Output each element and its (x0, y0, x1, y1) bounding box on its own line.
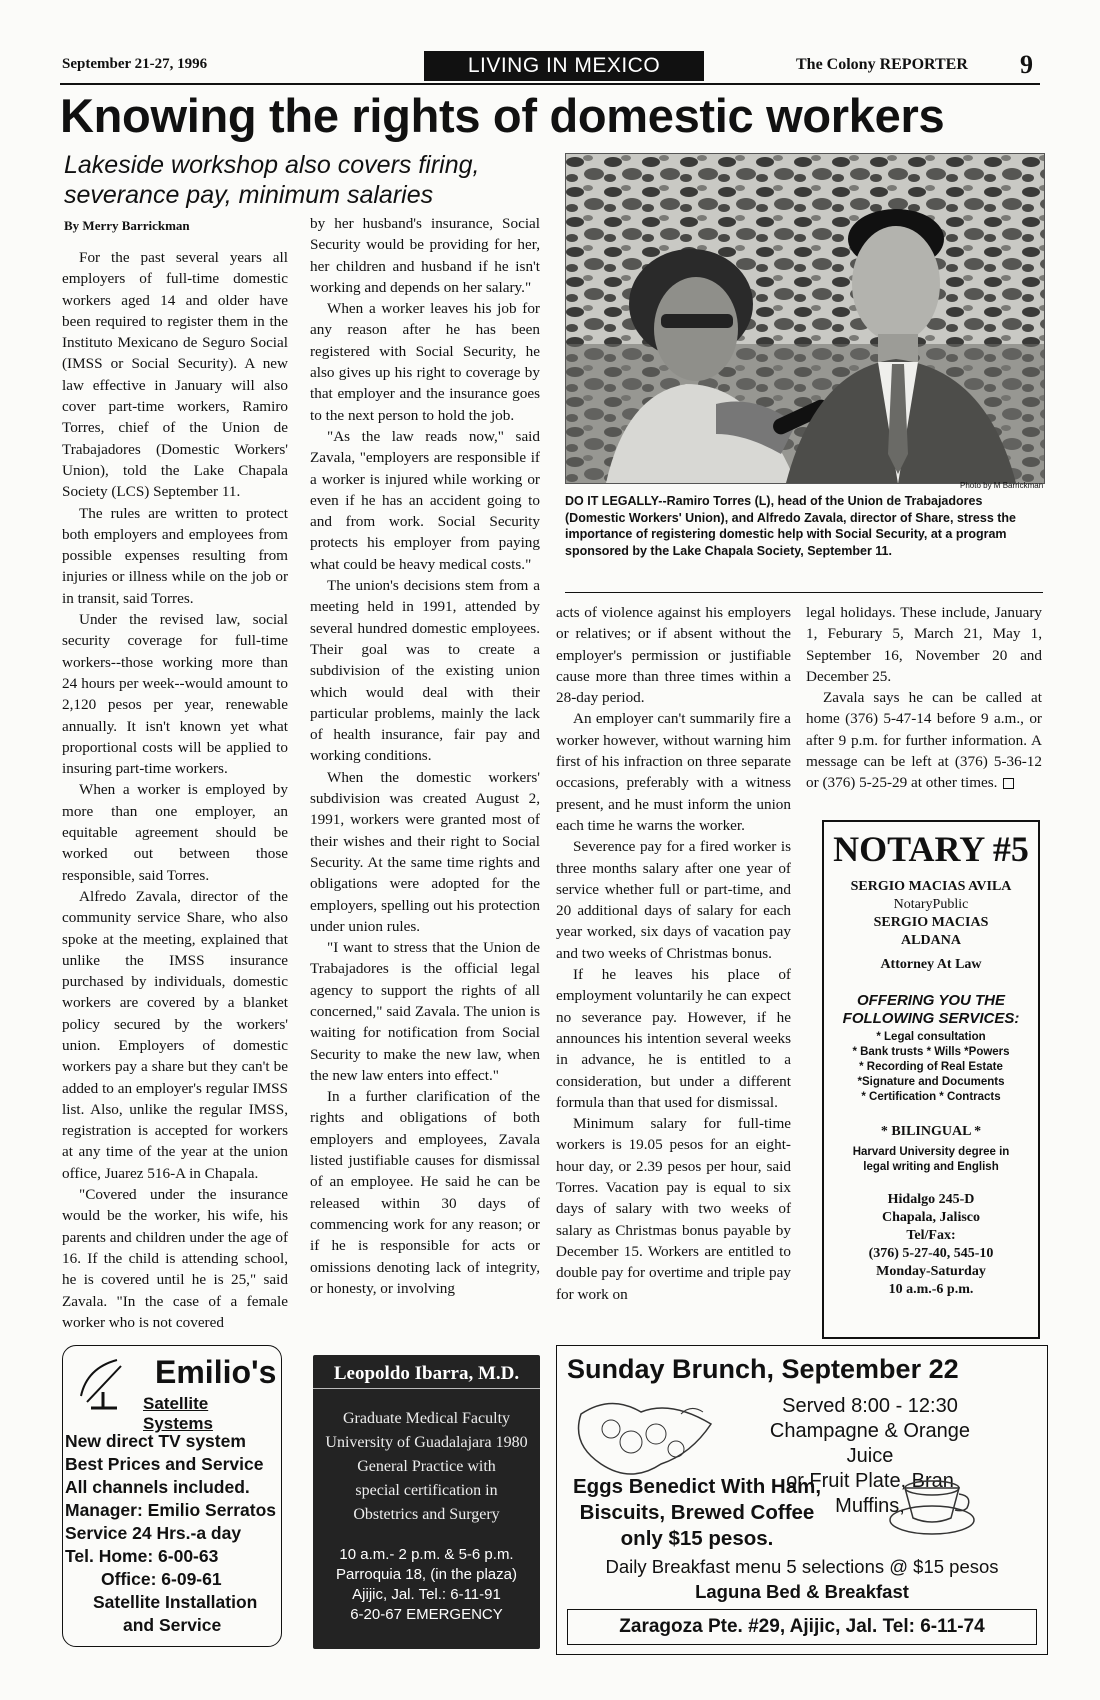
brunch-item: Eggs Benedict With Ham, (572, 1475, 822, 1498)
paragraph (806, 687, 1042, 793)
issue-date: September 21-27, 1996 (62, 56, 208, 72)
emilio-line: Satellite Installation (93, 1592, 258, 1612)
photo-two-men-icon (566, 154, 1044, 483)
brunch-ad (556, 1345, 1048, 1655)
paragraph: The rules are written to protect both employers and employees from possible expenses resulting from injuries or illness while on the job or in transit, said Torres. (62, 504, 288, 607)
masthead-rule (60, 83, 1040, 85)
paragraph: Alfredo Zavala, director of the community service Share, who also spoke at the meeting, explained that unlike the IMSS insurance purchased by individuals, domestic workers are covered by a blanket policy secured by the workers' union. Employers of domestic workers pay a share but they can't be added to an employer's regular IMSS list. Also, unlike the regular IMSS, registration is accepted for workers at any time of the year at the union office, Juarez 516-A in Chapala. (62, 887, 288, 1182)
emilio-satellite-ad (62, 1345, 282, 1647)
notary-attorney: Attorney At Law (880, 957, 982, 972)
subheadline (64, 150, 544, 210)
brunch-item: or Fruit Plate, Bran Muffins, (786, 1470, 954, 1517)
doctor-city-tel: Ajijic, Jal. Tel.: 6-11-91 (352, 1586, 501, 1603)
doctor-line: Obstetrics and Surgery (353, 1506, 500, 1523)
notary-degree: Harvard University degree in (852, 1146, 1010, 1158)
brunch-title: Sunday Brunch, September 22 (567, 1354, 959, 1384)
doctor-hours: 10 a.m.- 2 p.m. & 5-6 p.m. (339, 1546, 514, 1563)
emilio-line: Office: 6-09-61 (101, 1569, 222, 1589)
notary-phones: (376) 5-27-40, 545-10 (868, 1246, 994, 1261)
emilio-line: Best Prices and Service (65, 1454, 264, 1474)
byline: By Merry Barrickman (64, 218, 190, 233)
doctor-emergency: 6-20-67 EMERGENCY (350, 1606, 503, 1623)
page-number: 9 (1020, 50, 1033, 79)
paragraph: When a worker leaves his job for any reason after he has been registered with Social Security, he also gives up his right to coverage by that employer and the insurance goes to the next person to hold the job. (310, 300, 540, 424)
paragraph: Severence pay for a fired worker is three months salary after one year of service whether full or part-time, and 20 additional days of salary for each year worked, six days of vacation pay and two weeks of Christmas bonus. (556, 838, 791, 962)
article-column-3 (556, 602, 791, 1305)
emilio-name: Emilio's (155, 1354, 277, 1390)
caption-rule (565, 592, 1043, 593)
notary-offering-2: FOLLOWING SERVICES: (842, 1010, 1020, 1027)
paragraph: by her husband's insurance, Social Security would be providing for her, her children and husband if he isn't working and depends on her salary." (310, 215, 540, 296)
notary-ad (822, 820, 1040, 1339)
notary-name-2b: ALDANA (901, 933, 961, 948)
paragraph: "Covered under the insurance would be the worker, his wife, his parents and children under the age of 16. If the child is attending school, he is covered until he is 25," said Zavala. "In the case of a female worker who is not covered (62, 1186, 288, 1331)
brunch-served: Served 8:00 - 12:30 (782, 1395, 958, 1417)
emilio-line: Tel. Home: 6-00-63 (65, 1546, 219, 1566)
doctor-line: General Practice with (357, 1458, 496, 1475)
notary-title: NOTARY #5 (833, 829, 1029, 869)
doctor-line: University of Guadalajara 1980 (325, 1434, 528, 1451)
notary-service: * Certification * Contracts (861, 1091, 1001, 1103)
notary-service: * Legal consultation (876, 1031, 986, 1043)
photo-caption: DO IT LEGALLY--Ramiro Torres (L), head of the Union de Trabajadores (Domestic Workers' Union), and Alfredo Zavala, director of Share, stress the importance of registering domestic help with Social Security, at a program sponsored by the Lake Chapala Society, September 11. (565, 494, 1017, 558)
notary-service: *Signature and Documents (857, 1076, 1005, 1088)
paragraph: If he leaves his place of employment voluntarily he can expect no severance pay. However, if he announces his intention several weeks in advance, he is entitled to a consideration, but under a different formula than that used for dismissal. (556, 966, 791, 1111)
news-photo (565, 153, 1045, 484)
notary-service: * Recording of Real Estate (859, 1061, 1003, 1073)
notary-service: * Bank trusts * Wills *Powers (852, 1046, 1010, 1058)
doctor-line: Graduate Medical Faculty (342, 1410, 511, 1427)
paragraph: When a worker is employed by more than one employer, an equitable agreement should be worked out between those responsible, said Torres. (62, 781, 288, 884)
notary-address: Hidalgo 245-D (887, 1192, 975, 1207)
notary-days: Monday-Saturday (876, 1264, 986, 1279)
brunch-daily: Daily Breakfast menu 5 selections @ $15 pesos (605, 1556, 999, 1577)
brunch-price: only $15 pesos. (620, 1527, 774, 1550)
notary-name-2: SERGIO MACIAS (873, 915, 989, 930)
notary-hours: 10 a.m.-6 p.m. (888, 1282, 974, 1297)
paragraph: In a further clarification of the rights and obligations of both employers and employees, Zavala listed justifiable causes for dismissal of an employee. He said he can be released within 30 days of commencing work for any reason; or if he is responsible for acts or omissions denoting lack of integrity, or honesty, or involving (310, 1088, 540, 1297)
doctor-line: special certification in (355, 1482, 498, 1499)
paragraph: acts of violence against his employers or relatives; or if absent without the employer's permission or justifiable cause more than three times within a 28-day period. (556, 604, 791, 707)
paragraph: The union's decisions stem from a meeting held in 1991, attended by several hundred domestic employees. Their goal was to create a subdivision of the existing union which would deal with their particular problems, mainly the lack of health insurance, fair pay and working conditions. (310, 577, 540, 765)
paragraph: An employer can't summarily fire a worker however, without warning him first of his infraction on three separate occasions, preferably with a witness present, and he must inform the union each time he warns the worker. (556, 710, 791, 834)
newspaper-name: The Colony REPORTER (796, 56, 968, 73)
paragraph: Minimum salary for full-time workers is 19.05 pesos for an eight-hour day, or 2.39 pesos per hour, said Torres. Vacation pay is equal to six days of salary with two weeks of salary as Christmas bonus payable by December 15. Workers are entitled to double pay for overtime and triple pay for work on (556, 1115, 791, 1303)
fruit-illustration-icon (571, 1394, 721, 1486)
end-of-story-icon (1003, 778, 1014, 789)
emilio-line: Manager: Emilio Serratos (65, 1500, 277, 1520)
subheadline-line-1: Lakeside workshop also covers firing, (64, 151, 480, 179)
subheadline-line-2: severance pay, minimum salaries (64, 181, 434, 209)
coffee-cup-icon (887, 1468, 977, 1538)
satellite-dish-icon (77, 1356, 131, 1410)
notary-city: Chapala, Jalisco (881, 1210, 980, 1225)
paragraph: "I want to stress that the Union de Trabajadores is the official legal agency to support the rights of all concerned," said Zavala. The union is waiting for notification from Social Security to make the new law, when the new law enters into effect." (310, 939, 540, 1084)
article-column-1 (62, 247, 288, 1333)
paragraph: For the past several years all employers of full-time domestic workers aged 14 and older have been required to register them in the Instituto Mexicano de Seguro Social (IMSS or Social Security). A new law effective in January will also cover part-time workers, Ramiro Torres, chief of the Union de Trabajadores (Domestic Workers' Union), told the Lake Chapala Society (LCS) September 11. (62, 249, 288, 501)
article-column-4 (806, 602, 1042, 794)
article-column-2 (310, 213, 540, 1299)
notary-public: NotaryPublic (893, 897, 969, 912)
section-banner: LIVING IN MEXICO (424, 51, 704, 81)
notary-tel-label: Tel/Fax: (906, 1228, 956, 1243)
paragraph: When the domestic workers' subdivision was created August 2, 1991, workers were granted most of their wishes and their right to Social Security. At the same time rights and obligations were adopted for the employers, spelling out his protection under union rules. (310, 768, 540, 935)
paragraph: "As the law reads now," said Zavala, "employers are responsible if a worker is injured while working or even if he has an accident going to and from work. Social Security protects his employer from paying what could be heavy medical costs." (310, 427, 540, 573)
doctor-ad (313, 1355, 540, 1649)
doctor-name: Leopoldo Ibarra, M.D. (333, 1363, 520, 1384)
brunch-place: Laguna Bed & Breakfast (695, 1581, 909, 1602)
notary-degree-2: legal writing and English (863, 1161, 999, 1173)
emilio-line: and Service (123, 1615, 222, 1635)
brunch-item: Champagne & Orange Juice (769, 1420, 971, 1467)
headline: Knowing the rights of domestic workers (60, 89, 945, 142)
emilio-sub: Satellite Systems (143, 1394, 213, 1433)
notary-name: SERGIO MACIAS AVILA (850, 879, 1012, 894)
emilio-line: All channels included. (65, 1477, 250, 1497)
photo-credit: Photo by M Barrickman (960, 481, 1044, 490)
paragraph: Under the revised law, social security coverage for full-time workers--those working more than 24 hours per week--would amount to 2,120 pesos per year, renewable annually. It isn't known yet what proportional costs will be applied to insuring part-time workers. (62, 611, 288, 778)
notary-offering: OFFERING YOU THE (856, 992, 1006, 1009)
paragraph: legal holidays. These include, January 1, Feburary 5, March 21, May 1, September 16, November 20 and December 25. (806, 604, 1042, 685)
notary-bilingual: * BILINGUAL * (880, 1124, 982, 1139)
doctor-address: Parroquia 18, (in the plaza) (336, 1566, 517, 1583)
doctor-divider (313, 1388, 540, 1389)
emilio-line: New direct TV system (65, 1431, 246, 1451)
brunch-address: Zaragoza Pte. #29, Ajijic, Jal. Tel: 6-11-74 (567, 1609, 1037, 1645)
paragraph-text: Zavala says he can be called at home (376) 5-47-14 before 9 a.m., or after 9 p.m. for further information. A message can be left at (376) 5-36-12 or (376) 5-25-29 at other times. (806, 689, 1042, 792)
brunch-item: Biscuits, Brewed Coffee (579, 1501, 815, 1524)
emilio-line: Service 24 Hrs.-a day (65, 1523, 242, 1543)
